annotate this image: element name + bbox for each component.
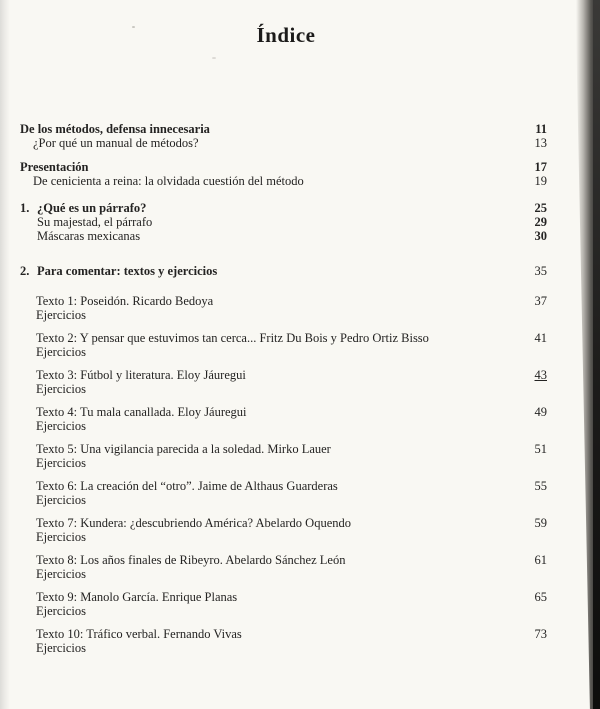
toc-entry — [20, 136, 547, 150]
toc-page-number: 61 — [534, 553, 547, 567]
chapter-number: 1. — [20, 201, 30, 215]
texto-entry — [20, 517, 547, 544]
ejercicios-label: Ejercicios — [36, 455, 86, 470]
toc-page-number: 25 — [534, 201, 547, 215]
toc-page-number: 17 — [534, 160, 547, 174]
toc-entry-label: De los métodos, defensa innecesaria — [20, 122, 210, 136]
toc-entry-label: Texto 8: Los años finales de Ribeyro. Abelardo Sánchez León — [36, 553, 346, 567]
toc-entry — [20, 122, 547, 136]
ejercicios-label: Ejercicios — [36, 307, 86, 322]
page-title: Índice — [256, 23, 316, 47]
toc-page-number: 19 — [534, 174, 547, 188]
toc-chapter-entry — [20, 264, 547, 278]
toc-page-number: 37 — [534, 294, 547, 308]
indent-spacer — [20, 215, 37, 229]
toc-page-number: 73 — [534, 627, 547, 641]
toc-page-number: 13 — [534, 136, 547, 150]
toc-entry-label: Texto 3: Fútbol y literatura. Eloy Jáuregui — [36, 368, 246, 382]
toc-entry-label: Texto 10: Tráfico verbal. Fernando Vivas — [36, 627, 242, 641]
toc-entry-label: Texto 1: Poseidón. Ricardo Bedoya — [36, 294, 214, 308]
scan-speck — [212, 57, 216, 59]
texto-entry — [20, 554, 547, 581]
texto-entry — [20, 295, 547, 322]
toc-entry-label: Presentación — [20, 160, 89, 174]
toc-page-number: 41 — [534, 331, 547, 345]
scan-speck — [132, 26, 135, 28]
toc-entry-label: Texto 9: Manolo García. Enrique Planas — [36, 590, 238, 604]
toc-page-number: 65 — [534, 590, 547, 604]
toc-page-number: 49 — [534, 405, 547, 419]
texto-entry — [20, 480, 547, 507]
ejercicios-label: Ejercicios — [36, 492, 86, 507]
texto-entry — [20, 628, 547, 655]
texto-entry — [20, 591, 547, 618]
toc-entry-label: Para comentar: textos y ejercicios — [37, 264, 218, 278]
toc-entry — [20, 174, 547, 188]
texto-entry — [20, 369, 547, 396]
texto-entry — [20, 332, 547, 359]
chapter-number: 2. — [20, 264, 30, 278]
ejercicios-label: Ejercicios — [36, 381, 86, 396]
indent-spacer — [20, 229, 37, 243]
toc-entry — [20, 160, 547, 174]
toc-entry — [20, 215, 547, 229]
ejercicios-label: Ejercicios — [36, 529, 86, 544]
table-of-contents — [0, 122, 600, 655]
toc-page-number: 35 — [534, 264, 547, 278]
toc-page-number: 30 — [534, 229, 547, 243]
toc-entry — [20, 229, 547, 243]
texto-entry — [20, 406, 547, 433]
ejercicios-label: Ejercicios — [36, 418, 86, 433]
texto-list — [20, 295, 547, 655]
ejercicios-label: Ejercicios — [36, 640, 86, 655]
toc-page-number: 11 — [535, 122, 547, 136]
scan-right-edge-dark-band — [593, 0, 600, 709]
toc-entry-label: Máscaras mexicanas — [37, 229, 141, 243]
toc-entry-label: Texto 2: Y pensar que estuvimos tan cerca... Fritz Du Bois y Pedro Ortiz Bisso — [36, 331, 429, 345]
toc-entry-label: Texto 4: Tu mala canallada. Eloy Jáuregui — [36, 405, 247, 419]
texto-entry — [20, 443, 547, 470]
toc-page-number: 29 — [534, 215, 547, 229]
toc-page-number: 55 — [534, 479, 547, 493]
ejercicios-label: Ejercicios — [36, 603, 86, 618]
toc-entry-label: Su majestad, el párrafo — [37, 215, 153, 229]
toc-entry-label: Texto 7: Kundera: ¿descubriendo América? Abelardo Oquendo — [36, 516, 351, 530]
toc-entry-label: De cenicienta a reina: la olvidada cuestión del método — [33, 174, 304, 188]
toc-page-number: 51 — [534, 442, 547, 456]
toc-entry-label: Texto 5: Una vigilancia parecida a la soledad. Mirko Lauer — [36, 442, 331, 456]
ejercicios-label: Ejercicios — [36, 344, 86, 359]
ejercicios-label: Ejercicios — [36, 566, 86, 581]
toc-page-number: 59 — [534, 516, 547, 530]
toc-page-number: 43 — [534, 368, 547, 382]
scan-left-edge-shadow — [0, 0, 10, 709]
toc-entry-label: Texto 6: La creación del “otro”. Jaime de Althaus Guarderas — [36, 479, 338, 493]
toc-entry-label: ¿Por qué un manual de métodos? — [33, 136, 199, 150]
toc-entry-label: ¿Qué es un párrafo? — [37, 201, 147, 215]
toc-chapter-entry — [20, 201, 547, 215]
